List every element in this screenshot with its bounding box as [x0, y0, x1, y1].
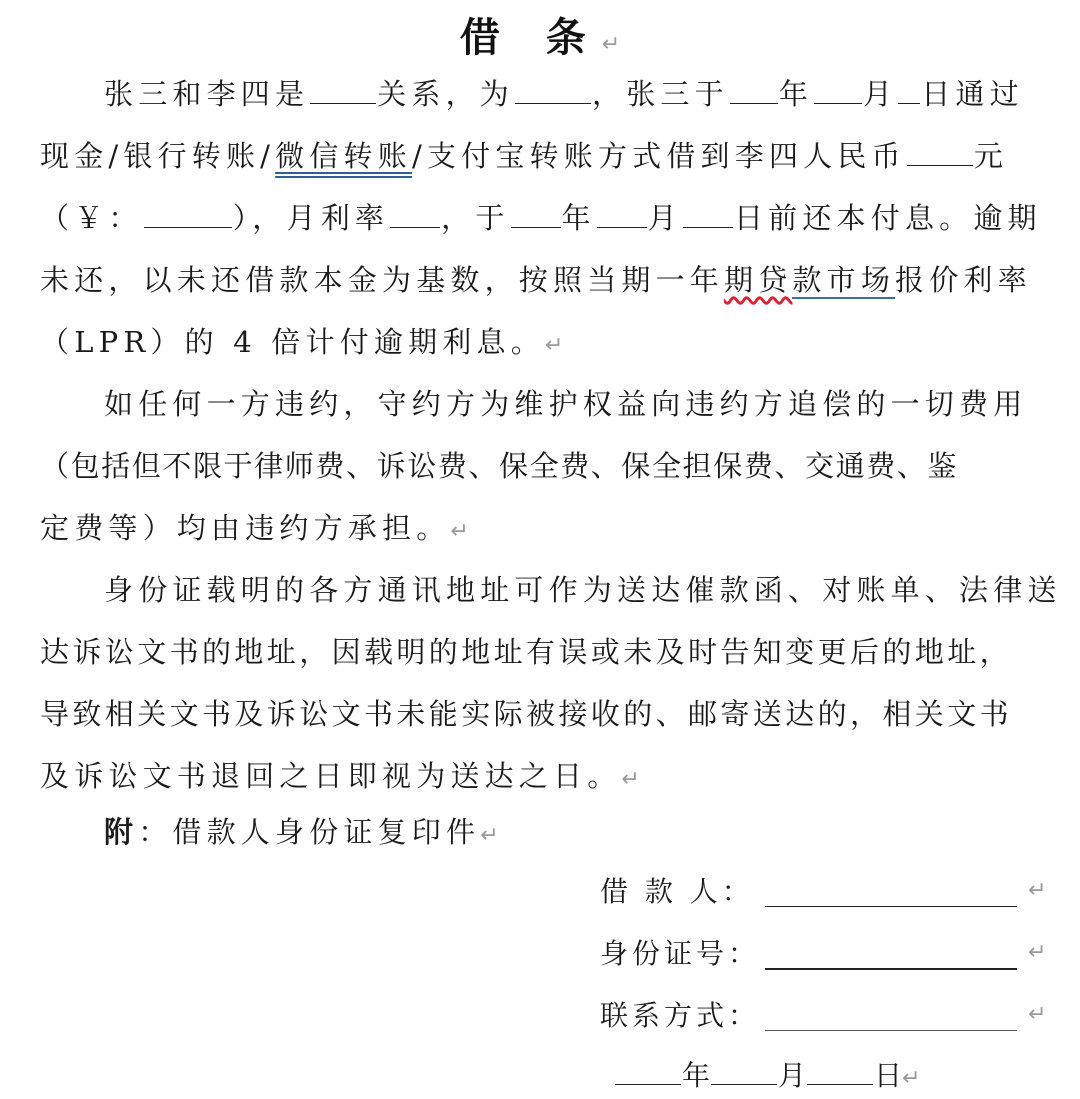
- para3-line3: 导致相关文书及诉讼文书未能实际被接收的、邮寄送达的，相关文书: [40, 697, 1013, 731]
- signing-date: 年 月 日↵: [614, 1056, 920, 1096]
- contact-label: 联系方式：: [600, 999, 761, 1032]
- para2-line3: 定费等）均由违约方承担。↵: [40, 511, 469, 545]
- paragraph-mark-icon: ↵: [1028, 1002, 1047, 1027]
- paragraph-mark-icon: ↵: [902, 1066, 921, 1091]
- spellcheck-underlined-text: 微信转账: [275, 139, 412, 173]
- sign-day-blank[interactable]: [807, 1056, 873, 1085]
- para1-line4: 未还，以未还借款本金为基数，按照当期一年期贷款市场报价利率: [40, 263, 1032, 297]
- id-number-label: 身份证号：: [600, 937, 761, 970]
- para1-line1: 张三和李四是 关系，为 ，张三于 年 月 日通过: [104, 77, 1024, 111]
- borrower-signature-field[interactable]: [765, 880, 1017, 907]
- paragraph-mark-icon: ↵: [621, 767, 640, 792]
- paragraph-mark-icon: ↵: [601, 32, 621, 57]
- para1-line5: （LPR）的 4 倍计付逾期利息。↵: [40, 325, 564, 359]
- id-number-field[interactable]: [765, 942, 1017, 970]
- amount-figures-blank[interactable]: [144, 199, 232, 228]
- attachment-line: 附：借款人身份证复印件↵: [104, 815, 499, 849]
- borrower-label: 借 款 人：: [600, 875, 754, 908]
- paragraph-mark-icon: ↵: [544, 333, 564, 358]
- borrow-month-blank[interactable]: [814, 75, 862, 104]
- amount-blank[interactable]: [907, 137, 973, 166]
- paragraph-mark-icon: ↵: [1028, 940, 1047, 965]
- para1-line3: （￥： ），月利率 ，于 年 月 日前还本付息。逾期: [40, 201, 1042, 235]
- repay-year-blank[interactable]: [511, 199, 561, 228]
- paragraph-mark-icon: ↵: [480, 823, 499, 848]
- paragraph-mark-icon: ↵: [1028, 878, 1047, 903]
- spellcheck-red-text: 期贷: [724, 263, 793, 297]
- document-title: 借 条↵: [459, 15, 621, 61]
- monthly-rate-blank[interactable]: [390, 199, 440, 228]
- para3-line4: 及诉讼文书退回之日即视为送达之日。↵: [40, 759, 640, 793]
- repay-day-blank[interactable]: [683, 199, 733, 228]
- sign-month-blank[interactable]: [711, 1056, 777, 1085]
- borrow-day-blank[interactable]: [898, 75, 920, 104]
- para2-line1: 如任何一方违约，守约方为维护权益向违约方追偿的一切费用: [104, 387, 1028, 421]
- borrow-year-blank[interactable]: [730, 75, 778, 104]
- para3-line1: 身份证载明的各方通讯地址可作为送达催款函、对账单、法律送: [104, 573, 1062, 607]
- para2-line2: （包括但不限于律师费、诉讼费、保全费、保全担保费、交通费、鉴: [40, 449, 959, 483]
- purpose-blank[interactable]: [515, 75, 591, 104]
- para3-line2: 达诉讼文书的地址，因载明的地址有误或未及时告知变更后的地址，: [40, 635, 1013, 669]
- repay-month-blank[interactable]: [597, 199, 647, 228]
- sign-year-blank[interactable]: [615, 1056, 681, 1085]
- grammar-underlined-text: 款市场: [792, 263, 896, 297]
- relationship-blank[interactable]: [310, 75, 376, 104]
- para1-line2: 现金/银行转账/微信转账/支付宝转账方式借到李四人民币 元: [40, 139, 1008, 173]
- paragraph-mark-icon: ↵: [450, 519, 469, 544]
- contact-field[interactable]: [765, 1004, 1017, 1031]
